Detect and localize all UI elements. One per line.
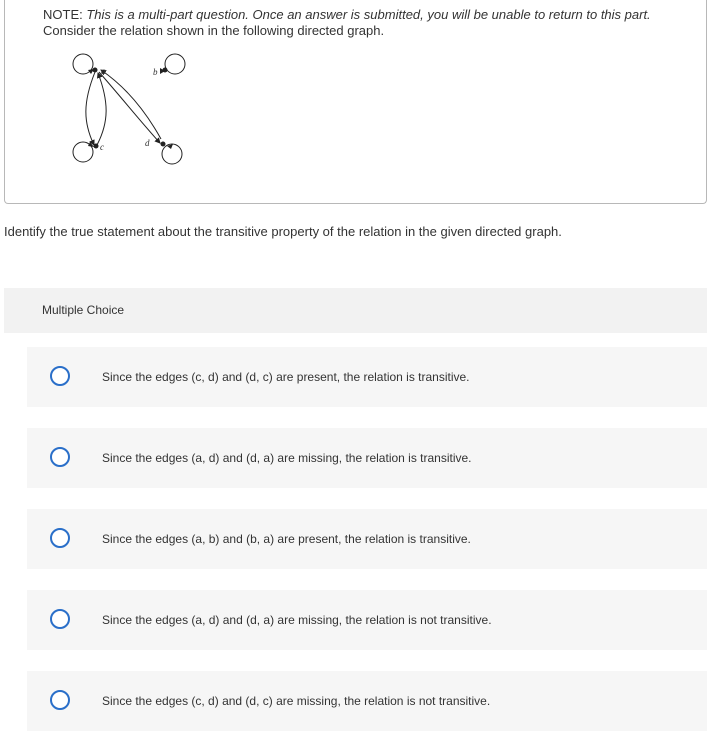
vertex-d	[161, 142, 166, 147]
multiple-choice-label: Multiple Choice	[42, 303, 125, 317]
loop-b	[165, 54, 185, 74]
radio-button[interactable]	[50, 528, 70, 548]
edge-a-c	[86, 72, 95, 145]
choice-option[interactable]	[27, 509, 707, 569]
multiple-choice-header	[4, 288, 707, 333]
question-prompt-panel	[4, 0, 707, 204]
choice-text: Since the edges (c, d) and (d, c) are present, the relation is transitive.	[102, 370, 470, 384]
choice-text: Since the edges (a, d) and (d, a) are missing, the relation is not transitive.	[102, 613, 492, 627]
radio-button[interactable]	[50, 366, 70, 386]
label-b: b	[153, 67, 158, 77]
edge-a-d	[99, 72, 160, 143]
consider-text: Consider the relation shown in the following directed graph.	[43, 23, 385, 38]
radio-button[interactable]	[50, 447, 70, 467]
question-text: Identify the true statement about the transitive property of the relation in the given directed graph.	[4, 224, 562, 239]
label-c: c	[100, 142, 104, 152]
label-a: a	[101, 66, 106, 76]
choice-option[interactable]	[27, 671, 707, 731]
edge-d-a	[101, 70, 161, 139]
radio-button[interactable]	[50, 690, 70, 710]
choice-text: Since the edges (a, d) and (d, a) are missing, the relation is transitive.	[102, 451, 472, 465]
edge-c-a	[97, 73, 106, 145]
loop-d	[162, 144, 182, 164]
choice-option[interactable]	[27, 347, 707, 407]
vertex-c	[94, 144, 99, 149]
label-d: d	[145, 138, 150, 148]
choice-option[interactable]	[27, 428, 707, 488]
choice-text: Since the edges (a, b) and (b, a) are present, the relation is transitive.	[102, 532, 471, 546]
vertex-b	[163, 68, 168, 73]
note-text	[43, 7, 651, 22]
choice-text: Since the edges (c, d) and (d, c) are missing, the relation is not transitive.	[102, 694, 491, 708]
note-body: This is a multi-part question. Once an answer is submitted, you will be unable to return to this part.	[86, 7, 651, 22]
radio-button[interactable]	[50, 609, 70, 629]
note-prefix: NOTE:	[43, 7, 87, 22]
vertex-a	[93, 68, 98, 73]
choice-option[interactable]	[27, 590, 707, 650]
directed-graph	[61, 42, 201, 174]
